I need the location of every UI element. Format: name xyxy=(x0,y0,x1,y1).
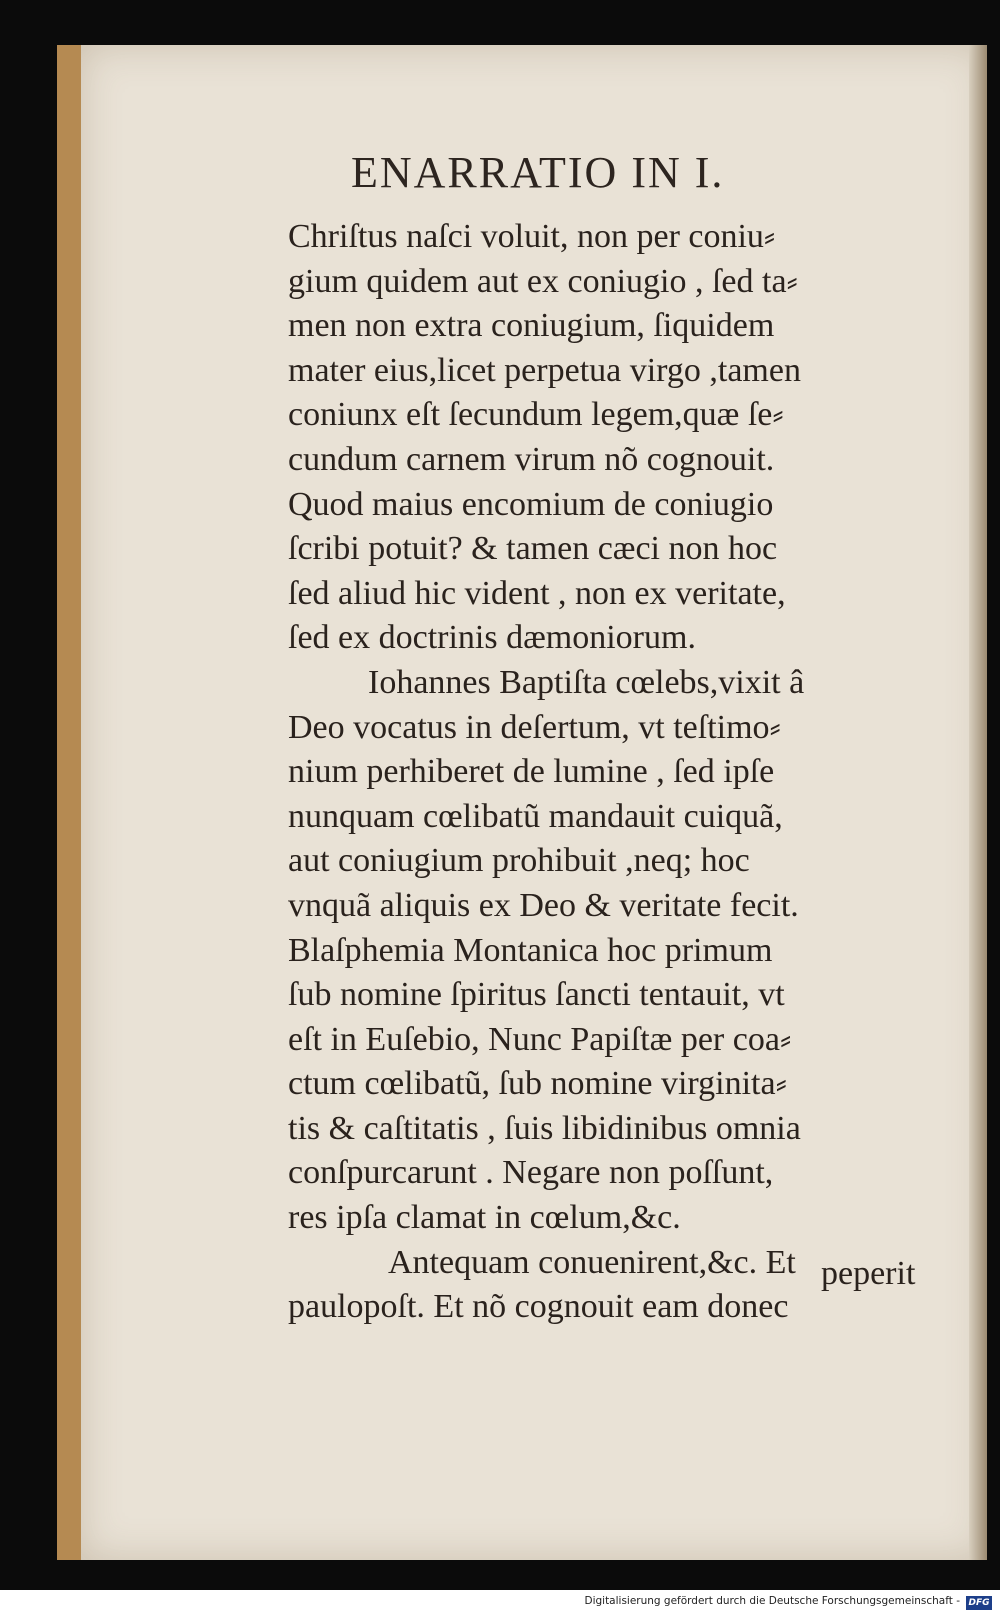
funding-credit: Digitalisierung gefördert durch die Deutsche Forschungsgemeinschaft - xyxy=(584,1595,960,1607)
text-line: eſt in Euſebio, Nunc Papiſtæ per coa⸗ xyxy=(288,1020,792,1058)
text-line: Blaſphemia Montanica hoc primum xyxy=(288,931,773,969)
text-line: Deo vocatus in deſertum, vt teſtimo⸗ xyxy=(288,708,781,746)
text-line: mater eius,licet perpetua virgo ,tamen xyxy=(288,351,801,389)
text-line: men non extra coniugium, ſiquidem xyxy=(288,307,775,345)
footer-bar xyxy=(0,1590,1000,1618)
text-line: Chriſtus naſci voluit, non per coniu⸗ xyxy=(288,218,776,255)
text-line: Quod maius encomium de coniugio xyxy=(288,485,774,523)
book-page xyxy=(57,45,987,1560)
text-line: vnquã aliquis ex Deo & veritate fecit. xyxy=(288,886,799,924)
text-line: ſed ex doctrinis dæmoniorum. xyxy=(288,619,696,657)
text-line: nium perhiberet de lumine , ſed ipſe xyxy=(288,753,775,791)
text-line: paulopoſt. Et nõ cognouit eam donec xyxy=(288,1288,789,1326)
text-line: coniunx eſt ſecundum legem,quæ ſe⸗ xyxy=(288,396,784,434)
text-line: gium quidem aut ex coniugio , ſed ta⸗ xyxy=(288,262,798,300)
running-head: ENARRATIO IN I. xyxy=(351,148,725,197)
text-line: ſed aliud hic vident , non ex veritate, xyxy=(288,574,786,612)
text-line: tis & caſtitatis , ſuis libidinibus omnia xyxy=(288,1109,801,1147)
text-block xyxy=(288,215,938,1330)
dfg-logo-icon: DFG xyxy=(966,1596,992,1610)
text-line: nunquam cœlibatũ mandauit cuiquã, xyxy=(288,797,783,835)
text-line: cundum carnem virum nõ cognouit. xyxy=(288,440,775,478)
text-line: Antequam conuenirent,&c. Et xyxy=(388,1243,796,1281)
text-line: ctum cœlibatũ, ſub nomine virginita⸗ xyxy=(288,1065,787,1103)
page-edge xyxy=(969,45,987,1560)
catchword: peperit xyxy=(821,1255,916,1292)
text-line: ſub nomine ſpiritus ſancti tentauit, vt xyxy=(288,976,785,1014)
text-line: aut coniugium prohibuit ,neq; hoc xyxy=(288,842,750,880)
text-line: Iohannes Baptiſta cœlebs,vixit â xyxy=(368,663,805,701)
text-line: res ipſa clamat in cœlum,&c. xyxy=(288,1199,681,1237)
text-line: ſcribi potuit? & tamen cæci non hoc xyxy=(288,530,778,568)
text-line: conſpurcarunt . Negare non poſſunt, xyxy=(288,1154,774,1192)
